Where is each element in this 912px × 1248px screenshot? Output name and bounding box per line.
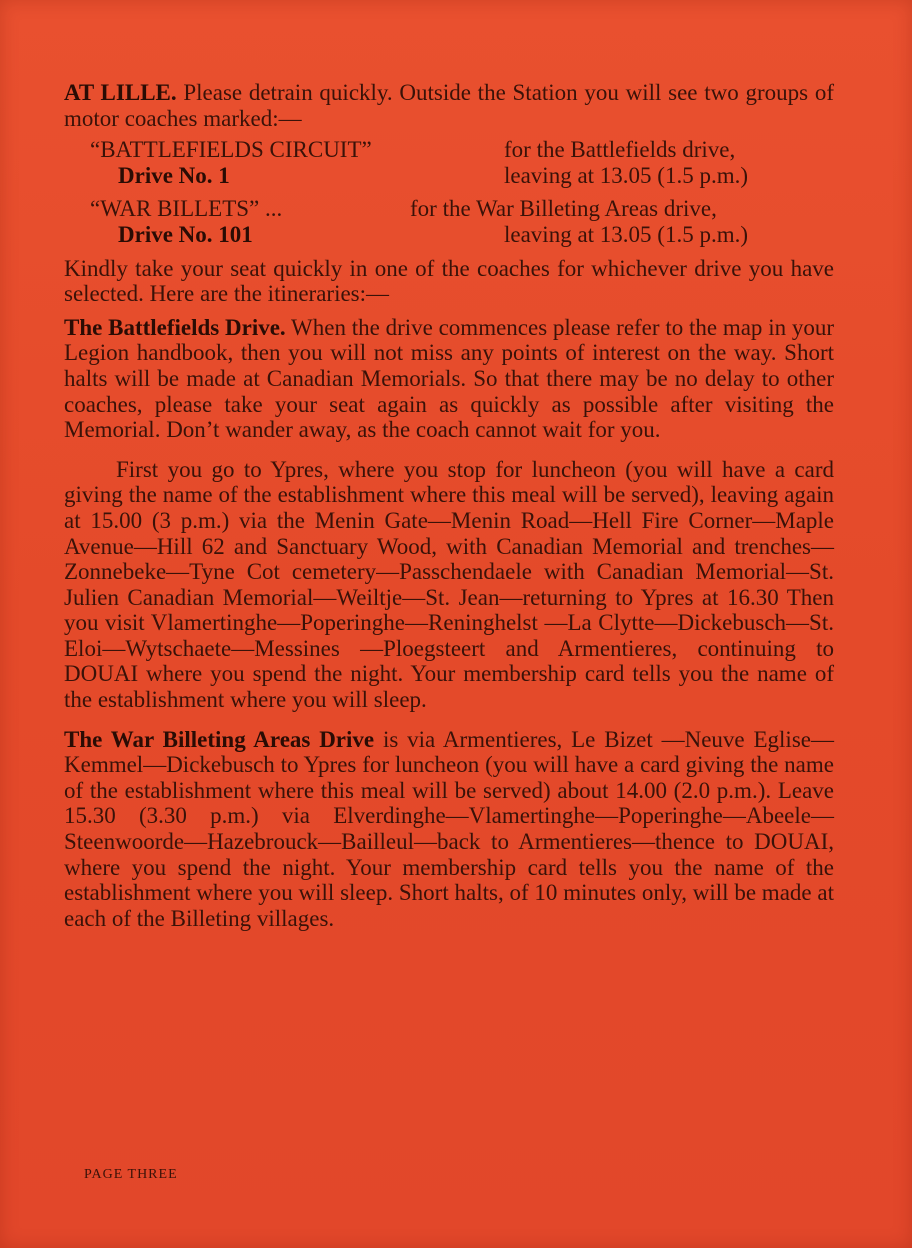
drive-billets-number: Drive No. 101 bbox=[118, 221, 253, 247]
drive-circuit-desc: for the Battlefields drive, bbox=[504, 137, 736, 163]
battlefields-paragraph bbox=[64, 315, 834, 443]
intro-paragraph bbox=[64, 80, 834, 131]
drive-billets-name: “WAR BILLETS” ... bbox=[90, 196, 283, 222]
drive-billets-row-1 bbox=[64, 196, 834, 222]
page-footer: PAGE THREE bbox=[84, 1167, 178, 1182]
drive-circuit-block bbox=[64, 137, 834, 188]
kindly-paragraph: Kindly take your seat quickly in one of the coaches for whichever drive you have selected. Here are the itineraries:— bbox=[64, 255, 834, 307]
drive-billets-block bbox=[64, 196, 834, 247]
page-content bbox=[64, 80, 834, 931]
drive-circuit-time: leaving at 13.05 (1.5 p.m.) bbox=[504, 162, 749, 188]
drive-circuit-row-1 bbox=[64, 137, 834, 163]
intro-heading: AT LILLE. bbox=[64, 80, 177, 105]
drive-circuit-number: Drive No. 1 bbox=[118, 162, 230, 188]
drive-billets-row-2 bbox=[64, 222, 834, 248]
war-billeting-text: is via Armentieres, Le Bizet —Neuve Eglise—Kemmel—Dickebusch to Ypres for luncheon (you will have a card giving the name of the establishment where this meal will be served) about 14.00 (2.0 p.m.). Leave 15.30 (3.30 p.m.) via Elverdinghe—Vlamertinghe—Poperinghe—Abeele—Steenwoorde—Hazebrouck—Bailleul—back to Armentieres—thence to DOUAI, where you spend the night. Your membership card tells you the name of the establishment where you will sleep. Short halts, of 10 minutes only, will be made at each of the Billeting villages. bbox=[64, 726, 834, 931]
intro-text: Please detrain quickly. Outside the Station you will see two groups of motor coaches marked:— bbox=[64, 80, 834, 131]
itinerary-paragraph: First you go to Ypres, where you stop for luncheon (you will have a card giving the name of the establishment where this meal will be served), leaving again at 15.00 (3 p.m.) via the Menin Gate—Menin Road—Hell Fire Corner—Maple Avenue—Hill 62 and Sanctuary Wood, with Canadian Memorial and trenches—Zonnebeke—Tyne Cot cemetery—Passchendaele with Canadian Memorial—St. Julien Canadian Memorial—Weiltje—St. Jean—returning to Ypres at 16.30 Then you visit Vlamertinghe—Poperinghe—Reninghelst —La Clytte—Dickebusch—St. Eloi—Wytschaete—Messines —Ploegsteert and Armentieres, continuing to DOUAI where you spend the night. Your membership card tells you the name of the establishment where you will sleep. bbox=[64, 456, 834, 713]
war-billeting-heading: The War Billeting Areas Drive bbox=[64, 726, 375, 752]
drive-billets-time: leaving at 13.05 (1.5 p.m.) bbox=[504, 221, 749, 247]
drive-circuit-name: “BATTLEFIELDS CIRCUIT” bbox=[90, 137, 372, 163]
drive-circuit-row-2 bbox=[64, 163, 834, 189]
battlefields-text: When the drive commences please refer to the map in your Legion handbook, then you will not miss any points of interest on the way. Short halts will be made at Canadian Memorials. So that there may be no delay to other coaches, please take your seat again as quickly as possible after visiting the Memorial. Don’t wander away, as the coach cannot wait for you. bbox=[64, 314, 835, 443]
battlefields-heading: The Battlefields Drive. bbox=[64, 314, 286, 340]
drive-billets-desc: for the War Billeting Areas drive, bbox=[410, 196, 717, 222]
war-billeting-paragraph bbox=[64, 727, 834, 932]
